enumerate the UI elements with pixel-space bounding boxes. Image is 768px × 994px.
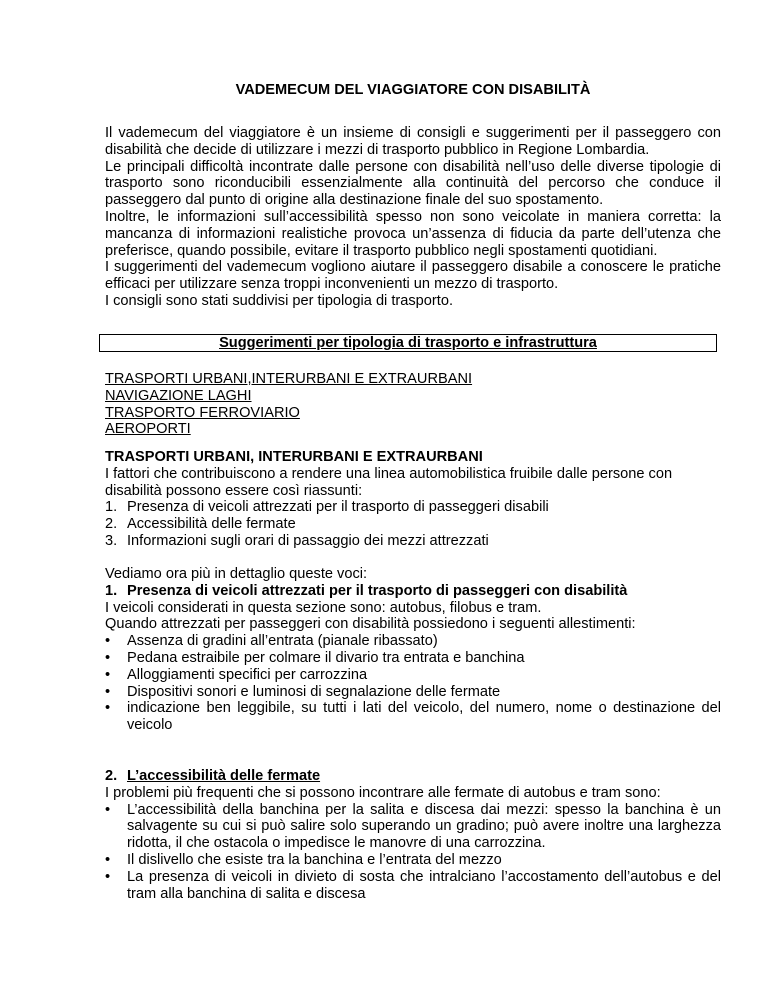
section-paragraph: I fattori che contribuiscono a rendere una linea automobilistica fruibile dalle persone con disabilità possono essere così riassunti: — [105, 465, 673, 499]
section-links — [105, 371, 472, 438]
section-paragraph: Quando attrezzati per passeggeri con disabilità possiedono i seguenti allestimenti: — [105, 616, 636, 633]
item-text: Il dislivello che esiste tra la banchina e l’entrata del mezzo — [127, 851, 502, 868]
list-item — [105, 533, 721, 550]
intro-text — [105, 125, 721, 310]
item-text: Presenza di veicoli attrezzati per il trasporto di passeggeri disabili — [127, 499, 549, 516]
list-item — [105, 633, 721, 650]
bullet-icon: • — [105, 700, 111, 717]
link-aeroporti[interactable]: AEROPORTI — [105, 421, 191, 438]
item-text: Informazioni sugli orari di passaggio dei mezzi attrezzati — [127, 532, 489, 549]
subsection-heading-item — [105, 583, 721, 600]
heading-text: Presenza di veicoli attrezzati per il trasporto di passeggeri con disabilità — [127, 582, 628, 599]
list-item — [105, 802, 721, 852]
document-title: VADEMECUM DEL VIAGGIATORE CON DISABILITÀ — [235, 82, 591, 98]
bullet-icon: • — [105, 801, 111, 818]
section-trasporti-urbani — [105, 449, 721, 550]
list-item — [105, 700, 721, 734]
list-item — [105, 667, 721, 684]
bullet-icon: • — [105, 868, 111, 885]
section-accessibilita-fermate — [105, 768, 721, 902]
item-number: 2. — [105, 516, 118, 533]
section-veicoli-attrezzati — [105, 566, 721, 734]
subsection-heading — [105, 768, 721, 785]
item-text: Pedana estraibile per colmare il divario tra entrata e banchina — [127, 649, 525, 666]
bullet-list — [105, 633, 721, 734]
item-text: L’accessibilità della banchina per la salita e discesa dai mezzi: spesso la banchina è un salvagente su cui si può salire solo superando un gradino; può avere inoltre una larghezza ridotta, il che ostacola o impedisce le manovre di una carrozzina. — [127, 801, 721, 852]
list-item — [105, 869, 721, 903]
item-text: indicazione ben leggibile, su tutti i lati del veicolo, del numero, nome o destinazione del veicolo — [127, 700, 721, 734]
list-item — [105, 516, 721, 533]
subsection-heading-item — [105, 768, 721, 785]
item-text: La presenza di veicoli in divieto di sosta che intralciano l’accostamento dell’autobus e del tram alla banchina di salita e discesa — [127, 868, 721, 902]
section-heading: TRASPORTI URBANI, INTERURBANI E EXTRAURBANI — [105, 449, 483, 465]
item-number: 1. — [105, 499, 118, 516]
list-item — [105, 684, 721, 701]
bullet-icon: • — [105, 666, 111, 683]
list-item — [105, 852, 721, 869]
item-text: Accessibilità delle fermate — [127, 516, 296, 533]
heading-text: L’accessibilità delle fermate — [127, 768, 321, 784]
heading-number: 2. — [105, 768, 118, 784]
link-trasporti-urbani[interactable]: TRASPORTI URBANI,INTERURBANI E EXTRAURBANI — [105, 371, 473, 387]
item-text: Dispositivi sonori e luminosi di segnalazione delle fermate — [127, 683, 501, 700]
item-text: Assenza di gradini all’entrata (pianale ribassato) — [127, 633, 438, 650]
item-text: Alloggiamenti specifici per carrozzina — [127, 666, 368, 683]
numbered-list — [105, 499, 721, 549]
intro-paragraph: I suggerimenti del vademecum vogliono aiutare il passeggero disabile a conoscere le pratiche efficaci per utilizzare senza troppi inconvenienti un mezzo di trasporto. — [105, 259, 721, 293]
item-number: 3. — [105, 532, 118, 549]
intro-paragraph: Il vademecum del viaggiatore è un insieme di consigli e suggerimenti per il passeggero con disabilità che decide di utilizzare i mezzi di trasporto pubblico in Regione Lombardia. — [105, 125, 721, 158]
intro-paragraph: Le principali difficoltà incontrate dalle persone con disabilità nell’uso delle diverse tipologie di trasporto sono riconducibili essenzialmente alla continuità del percorso che conduce il passeggero dal punto di origine alla destinazione finale del suo spostamento. — [105, 158, 721, 209]
section-paragraph: I veicoli considerati in questa sezione sono: autobus, filobus e tram. — [105, 599, 542, 616]
link-navigazione-laghi[interactable]: NAVIGAZIONE LAGHI — [105, 387, 252, 404]
subsection-heading — [105, 583, 721, 600]
bullet-icon: • — [105, 683, 111, 700]
list-item — [105, 650, 721, 667]
boxed-heading: Suggerimenti per tipologia di trasporto e infrastruttura — [99, 334, 717, 352]
bullet-icon: • — [105, 649, 111, 666]
section-intro: Vediamo ora più in dettaglio queste voci: — [105, 566, 368, 582]
bullet-list — [105, 802, 721, 903]
section-paragraph: I problemi più frequenti che si possono incontrare alle fermate di autobus e tram sono: — [105, 784, 661, 801]
intro-paragraph: I consigli sono stati suddivisi per tipologia di trasporto. — [105, 292, 453, 309]
link-trasporto-ferroviario[interactable]: TRASPORTO FERROVIARIO — [105, 404, 300, 421]
list-item — [105, 499, 721, 516]
heading-number: 1. — [105, 582, 118, 599]
intro-paragraph: Inoltre, le informazioni sull’accessibilità spesso non sono veicolate in maniera corretta: la mancanza di informazioni realistiche provoca un’assenza di fiducia da parte dell’utenza che preferisce, quando possibile, evitare il trasporto pubblico negli spostamenti quotidiani. — [105, 208, 721, 259]
bullet-icon: • — [105, 633, 111, 650]
bullet-icon: • — [105, 851, 111, 868]
